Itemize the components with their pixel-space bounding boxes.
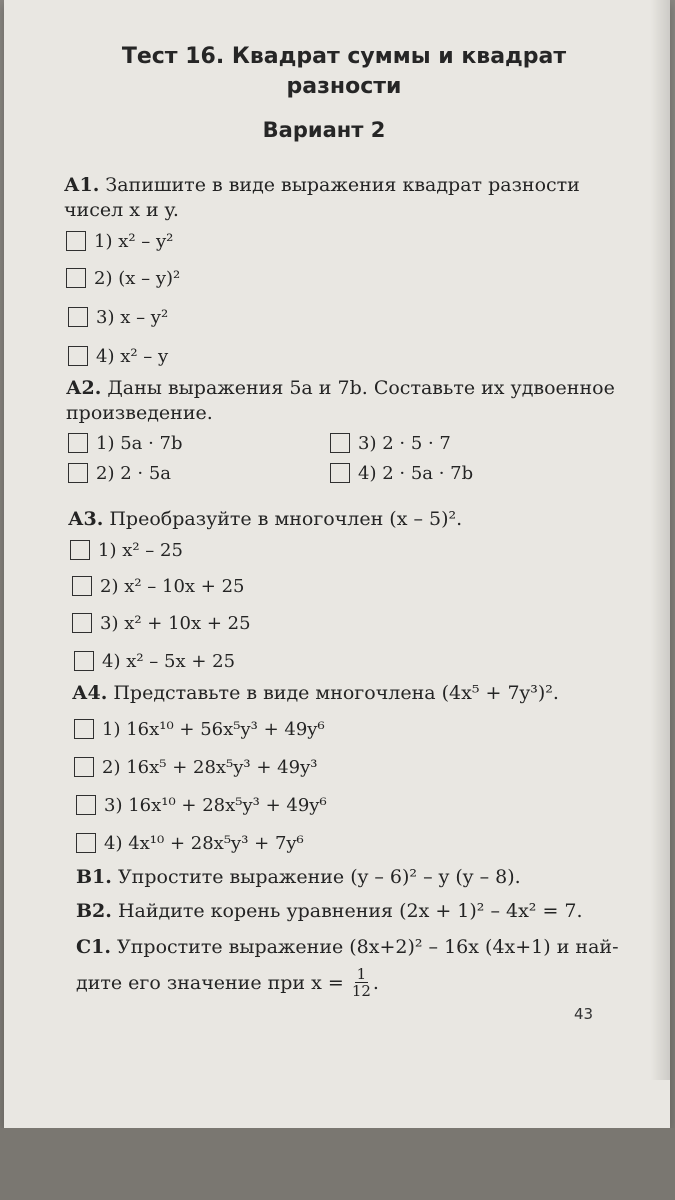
option-text: 3) x – y² bbox=[96, 306, 169, 328]
checkbox[interactable] bbox=[68, 463, 88, 483]
checkbox[interactable] bbox=[330, 463, 350, 483]
question-label: В1. bbox=[76, 866, 112, 888]
question-text: Упростите выражение (y – 6)² – y (y – 8). bbox=[117, 866, 521, 888]
checkbox[interactable] bbox=[76, 795, 96, 815]
answer-option[interactable] bbox=[68, 460, 171, 486]
option-text: 1) x² – y² bbox=[94, 230, 174, 252]
checkbox[interactable] bbox=[68, 433, 88, 453]
checkbox[interactable] bbox=[70, 540, 90, 560]
option-text: 2) (x – y)² bbox=[94, 267, 181, 289]
next-page-edge bbox=[0, 1128, 675, 1200]
checkbox[interactable] bbox=[72, 613, 92, 633]
question-text: Представьте в виде многочлена (4x⁵ + 7y³)². bbox=[113, 682, 559, 704]
question-a2 bbox=[66, 375, 615, 401]
fraction-denominator: 12 bbox=[351, 982, 371, 1000]
question-text: Найдите корень уравнения (2x + 1)² – 4x² = 7. bbox=[117, 900, 583, 922]
option-text: 4) 2 · 5a · 7b bbox=[358, 462, 474, 484]
option-text: 4) x² – y bbox=[96, 345, 169, 367]
checkbox[interactable] bbox=[74, 651, 94, 671]
question-b1 bbox=[76, 864, 521, 890]
answer-option[interactable] bbox=[70, 537, 183, 563]
test-title-line2: разности bbox=[286, 74, 402, 99]
question-label: В2. bbox=[76, 900, 112, 922]
question-text: дите его значение при x = bbox=[76, 971, 344, 994]
question-a4 bbox=[72, 680, 559, 706]
option-text: 3) 2 · 5 · 7 bbox=[358, 432, 451, 454]
fraction-numerator: 1 bbox=[356, 965, 367, 983]
option-text: 4) x² – 5x + 25 bbox=[102, 650, 236, 672]
option-text: 1) 16x¹⁰ + 56x⁵y³ + 49y⁶ bbox=[102, 718, 325, 740]
checkbox[interactable] bbox=[68, 307, 88, 327]
workbook-page bbox=[4, 0, 670, 1128]
answer-option[interactable] bbox=[76, 830, 304, 856]
question-c1 bbox=[76, 934, 618, 960]
question-label: А1. bbox=[64, 174, 100, 196]
checkbox[interactable] bbox=[66, 268, 86, 288]
option-text: 1) x² – 25 bbox=[98, 539, 183, 561]
answer-option[interactable] bbox=[74, 754, 317, 780]
answer-option[interactable] bbox=[68, 430, 183, 456]
checkbox[interactable] bbox=[72, 576, 92, 596]
question-text: Преобразуйте в многочлен (x – 5)². bbox=[109, 508, 463, 530]
question-label: А3. bbox=[68, 508, 104, 530]
option-text: 3) x² + 10x + 25 bbox=[100, 612, 251, 634]
option-text: 2) 16x⁵ + 28x⁵y³ + 49y³ bbox=[102, 756, 318, 778]
page-shadow bbox=[650, 0, 670, 1080]
answer-option[interactable] bbox=[74, 648, 235, 674]
question-text: Даны выражения 5a и 7b. Составьте их удвоенное bbox=[107, 377, 615, 399]
question-c1-cont bbox=[76, 966, 379, 999]
option-text: 2) 2 · 5a bbox=[96, 462, 171, 484]
question-a1 bbox=[64, 172, 580, 198]
option-text: 4) 4x¹⁰ + 28x⁵y³ + 7y⁶ bbox=[104, 832, 304, 854]
variant-heading: Вариант 2 bbox=[262, 118, 386, 142]
checkbox[interactable] bbox=[74, 719, 94, 739]
question-b2 bbox=[76, 898, 583, 924]
question-a2-cont: произведение. bbox=[66, 402, 213, 424]
question-label: А4. bbox=[72, 682, 108, 704]
question-label: С1. bbox=[76, 936, 111, 958]
option-text: 3) 16x¹⁰ + 28x⁵y³ + 49y⁶ bbox=[104, 794, 327, 816]
answer-option[interactable] bbox=[72, 610, 251, 636]
option-text: 1) 5a · 7b bbox=[96, 432, 183, 454]
question-end: . bbox=[372, 971, 379, 994]
answer-option[interactable] bbox=[66, 265, 180, 291]
page-number: 43 bbox=[574, 1005, 594, 1023]
question-text: Запишите в виде выражения квадрат разности bbox=[105, 174, 580, 196]
test-title-line1: Тест 16. Квадрат суммы и квадрат bbox=[121, 44, 567, 69]
answer-option[interactable] bbox=[330, 460, 473, 486]
checkbox[interactable] bbox=[68, 346, 88, 366]
answer-option[interactable] bbox=[330, 430, 451, 456]
answer-option[interactable] bbox=[72, 573, 245, 599]
option-text: 2) x² – 10x + 25 bbox=[100, 575, 245, 597]
checkbox[interactable] bbox=[74, 757, 94, 777]
answer-option[interactable] bbox=[76, 792, 327, 818]
answer-option[interactable] bbox=[68, 304, 168, 330]
question-a3 bbox=[68, 506, 462, 532]
answer-option[interactable] bbox=[74, 716, 325, 742]
checkbox[interactable] bbox=[330, 433, 350, 453]
fraction bbox=[350, 966, 373, 999]
checkbox[interactable] bbox=[76, 833, 96, 853]
checkbox[interactable] bbox=[66, 231, 86, 251]
question-a1-cont: чисел x и y. bbox=[64, 199, 179, 221]
answer-option[interactable] bbox=[68, 343, 168, 369]
question-text: Упростите выражение (8x+2)² – 16x (4x+1) и най- bbox=[117, 936, 619, 958]
answer-option[interactable] bbox=[66, 228, 173, 254]
question-label: А2. bbox=[66, 377, 102, 399]
